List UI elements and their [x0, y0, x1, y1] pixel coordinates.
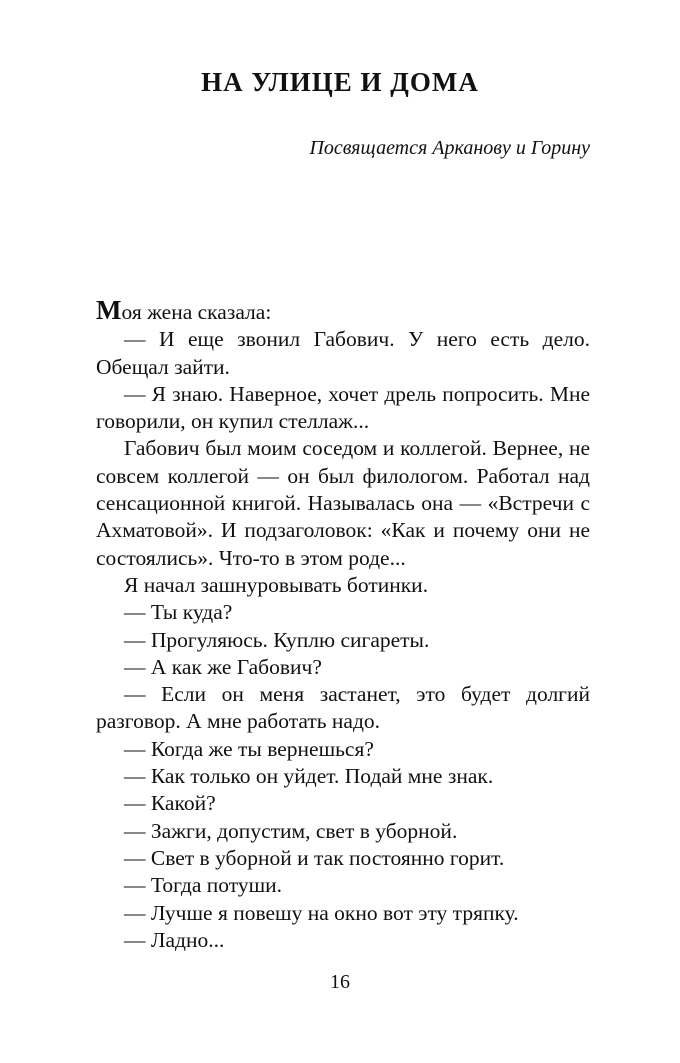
dedication: Посвящается Арканову и Горину — [309, 137, 590, 159]
page-number: 16 — [330, 971, 350, 993]
paragraph: — Ты куда? — [124, 600, 233, 625]
paragraph: — Я знаю. Наверное, хочет дрель попросить. Мне говорили, он купил стеллаж... — [96, 381, 590, 434]
paragraph: Габович был моим соседом и коллегой. Вернее, не совсем коллегой — он был филологом. Работал над сенсационной книгой. Называлась она — «Встречи с Ахматовой». И подзаголовок: «Как и почему они не состоялись». Что-то в этом роде... — [96, 436, 590, 570]
paragraph: — Лучше я повешу на окно вот эту тряпку. — [124, 900, 519, 925]
paragraph: — И еще звонил Габович. У него есть дело. Обещал зайти. — [96, 327, 590, 379]
paragraph: Я начал зашнуровывать ботинки. — [124, 572, 429, 597]
chapter-title: НА УЛИЦЕ И ДОМА — [201, 67, 479, 97]
paragraph: — Тогда потуши. — [124, 873, 283, 898]
body-text — [96, 297, 590, 954]
paragraph: — Какой? — [124, 791, 216, 816]
paragraph: — Свет в уборной и так постоянно горит. — [124, 845, 505, 870]
paragraph: — Когда же ты вернешься? — [124, 736, 374, 761]
paragraph: — Если он меня застанет, это будет долгий разговор. А мне работать надо. — [96, 682, 590, 734]
drop-cap: М — [96, 295, 122, 325]
paragraph: — Как только он уйдет. Подай мне знак. — [124, 764, 494, 789]
paragraph: — Ладно... — [124, 927, 225, 952]
first-paragraph — [96, 297, 590, 326]
paragraph: — Зажги, допустим, свет в уборной. — [124, 818, 458, 843]
paragraph: — А как же Габович? — [124, 654, 322, 679]
first-paragraph-text: оя жена сказала: — [121, 300, 272, 324]
paragraph: — Прогуляюсь. Куплю сигареты. — [124, 627, 430, 652]
